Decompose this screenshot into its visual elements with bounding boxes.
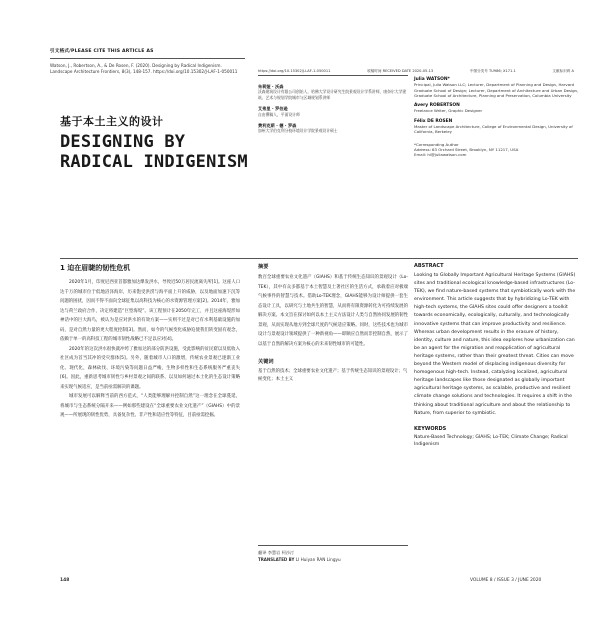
section-rule [60,258,578,259]
citation-rule [50,58,245,59]
author-zh-1 [258,84,408,100]
author-en-name: Félix DE ROSEN [414,118,453,124]
keywords-en-text: Nature-Based Technology; GIAHS; Lo-TEK; Climate Change; Radical Indigenism [414,434,568,447]
title-en [60,132,248,172]
author-zh-name: 费利克斯 · 德 · 罗森 [258,123,297,129]
body-text [60,278,240,421]
corresponding-email[interactable]: Email: hi@juliawatson.com [414,152,467,158]
corresponding-label: *Corresponding Author [414,141,459,147]
abstract-zh-text: 数百全球重要农业文化遗产（GIAHS）和基于传统生态知识的景观设计（Lo-TEK），其中有众多都基于本土智慧及土著社区的生活方式，承载着应对极端气候事件的智慧与技术。借助Lo-TEK理念，GIAHS能够为设计师提供一套生态设计工具，以研究与土地共生的智慧，从而将有限资源转化为可持续发展的解决方案。本文旨在探讨如何以本土主义方法设计人类与自然协同发展的韧性景观，从而实现从地方到全球尺度的气候适应策略。同时，这些技术也为城市设计与景观设计领域提供了一种新视角——即顺应自然而非控制自然，展示了以基于自然的解决方案为核心的未来韧性城市的可能性。 [258,275,408,347]
body-paragraph: 2020年1月，印度尼西亚首都雅加达爆发洪水，导致近50万居民流离失所[1]。这座人口达千万的城市位于低地沼泽海岸，历来饱受洪涝与海平面上升的威胁，以及地面加速下沉等问题的困扰，因而不得不面向全球征集以高科技为核心的水资源管理方案[2]。2014年，雅加达与荷兰政府合作，决定将建造“巨型海堤”。该工程预计在2050年完工，并且这座海堤形如神话中的巨大海鸟，被认为是应对洪水的有效方案——实则不过是对已有水利基础设施的加码，是对自然力量的更大程度控制[3]。然而，如今的气候变化威胁迫使我们转变固有观念，依赖于单一的高科技工程的城市韧性战略已不足以应对[4]。 [60,280,240,342]
author-en-desc: Freelance Writer, Graphic Designer [414,108,483,114]
authors-en [414,72,579,158]
author-zh-name: 朱莉娅 · 沃森 [258,84,284,89]
authors-zh [258,84,408,140]
author-en-3 [414,119,579,135]
header-rule [258,75,408,76]
author-zh-desc: 沃森建筑设计有限公司创始人，哈佛大学设计研究生院景观设计学系讲师，康奈尔大学建筑、艺术与规划学院城市与区域规划系讲师 [258,89,407,100]
author-en-desc: Master of Landscape Architecture, College of Environmental Design, University of California, Berkeley [414,124,573,135]
title-en-line-1: DESIGNING BY [60,132,186,152]
volume-info: VOLUME 8 / ISSUE 3 / JUNE 2020 [470,578,542,583]
author-en-2 [414,103,579,114]
translator-en-names: LI Huiyan RAN Lingyu [295,557,341,562]
title-en-line-2: RADICAL INDIGENISM [60,152,248,172]
translator-zh: 翻译 李慧岩 柯沙汀 [258,550,295,555]
author-en-name: Julia WATSON* [414,77,450,82]
page-number: 148 [60,578,70,583]
keywords-zh-label: 关键词 [258,359,274,365]
author-en-1 [414,77,579,98]
author-en-desc: Principal, Julia Watson LLC; Lecturer, Department of Planning and Design, Harvard Graduate School of Design; Lecturer, Department of Architecture and Urban Design, Graduate School of Architecture, Planning and Preservation, Columbia University [414,82,579,98]
author-zh-name: 艾弗里 · 罗伯逊 [258,106,288,112]
corresponding-address: Address: 63 Orchard Street, Brooklyn, NY 11217, USA [414,146,519,152]
corresponding-author [414,142,579,158]
title-zh: 基于本土主义的设计 [60,115,164,128]
section-heading: 1 迫在眉睫的韧性危机 [60,264,131,272]
citation-label: 引文格式/PLEASE CITE THIS ARTICLE AS [50,49,154,54]
author-zh-2 [258,106,408,117]
abstract-en-text: Looking to Globally Important Agricultural Heritage Systems (GIAHS) sites and traditional ecological knowledge-based infrastructures (Lo-TEK), we find nature-based systems that symbiotically work with the environment. This article suggests that by hybridizing Lo-TEK with high-tech systems, the GIAHS sites could offer designers a toolkit towards economically, ecologically, culturally, and technologically innovative systems that can improve productivity and resilience. Whereas urban development results in the erasure of history, identity, culture and nature, this idea explores how urbanization can be an agent for the migration and reapplication of agricultural heritage systems, rather than their greatest threat. Cities can move beyond the Western model of displacing indigenous diversity for homogenous high-tech. Instead, catalyzing localized, agricultural heritage landscapes like those designated as globally important agricultural heritage systems, as scalable, productive and resilient climate change solutions and technologies. It requires a shift in the thinking about traditional agriculture and about the relationship to Nature, from superior to symbiotic. [414,273,576,416]
author-en-name: Avery ROBERTSON [414,103,460,109]
translator-rule [258,545,408,546]
received-date: 收稿时间 RECEIVED DATE 2020-05-13 [367,69,434,73]
citation-text: Watson, J., Robertson, A., & De Rosen, F. (2020). Designing by Radical Indigenism. Landscape Architecture Frontiers, 8(3), 148-157. https://doi.org/10.15302/J-LAF-1-050011 [50,63,238,74]
citation-box [50,48,245,75]
body-paragraph: 2020年的这次洪水很快就冲垮了雅加达的部分防洪设施，受此影响的贫民窟以及低收入社区成为首当其冲的受灾群体[5]。另外，随着城市人口的激增，传统农业景观已逐渐工业化、现代化，森林砍伐、环境污染等问题日益严峻，生物多样性和生态系统服务严重丧失[6]。因此，重新思考城市韧性与乡村景观之间的联系、以及如何通过本土化的生态设计策略来实现气候适应，是当前亟需解决的课题。 [60,346,240,390]
doi-link[interactable]: https://doi.org/10.15302/J-LAF-1-050011 [258,69,331,73]
classification-code: 中图分类号 TU986; X171.1 [469,69,516,73]
abstract-zh-label: 摘要 [258,264,269,270]
abstract-en [414,263,578,448]
translator-info [258,545,408,563]
keywords-en-label: KEYWORDS [414,425,447,432]
abstract-en-label: ABSTRACT [414,263,444,269]
author-zh-desc: 自由撰稿人，平面设计师 [258,111,300,117]
author-zh-3 [258,123,408,134]
body-paragraph: 城市发展可以解释当前的西方范式，“人类能够理解并控制自然”这一理念在全球蔓延，将城市与生态系统分隔开来——例如那些建设在“全球重要农业文化遗产”（GIAHS）中的景观——所展现的韧性优势，具备复杂性、非产性和适应性等特征，目前亟需挖掘。 [60,394,240,418]
translator-en [258,556,408,563]
keywords-zh-text: 基于自然的技术；全球重要农业文化遗产；基于传统生态知识的景观设计；气候变化；本土主义 [258,369,408,382]
abstract-zh [258,263,408,384]
author-zh-desc: 加州大学伯克利分校环境设计学院景观设计硕士 [258,128,338,134]
document-code: 文献标识码 A [552,69,574,73]
translator-en-label: TRANSLATED BY [258,557,295,562]
